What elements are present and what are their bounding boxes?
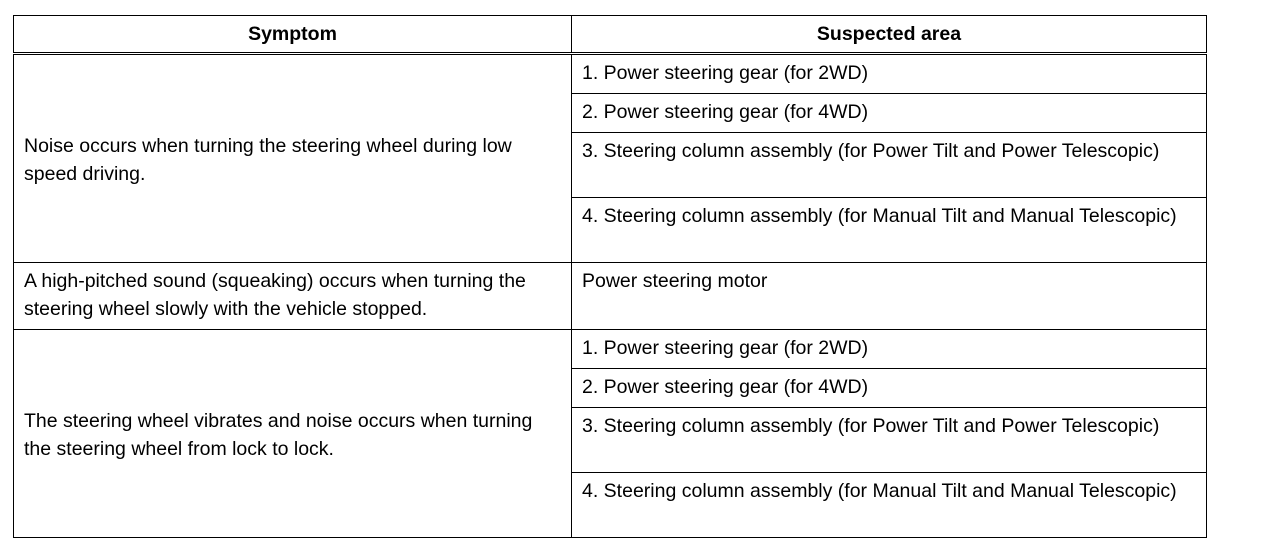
- table-header-row: [14, 16, 1207, 54]
- suspected-area-cell: 3. Steering column assembly (for Power Tilt and Power Telescopic): [572, 133, 1207, 198]
- problem-symptoms-table: [13, 15, 1207, 538]
- table-row: [14, 263, 1207, 330]
- suspected-area-cell: 3. Steering column assembly (for Power Tilt and Power Telescopic): [572, 408, 1207, 473]
- symptom-column-header: Symptom: [14, 16, 572, 54]
- symptom-cell: The steering wheel vibrates and noise occurs when turning the steering wheel from lock to lock.: [14, 330, 572, 538]
- suspected-area-cell: 2. Power steering gear (for 4WD): [572, 369, 1207, 408]
- table-row: [14, 330, 1207, 369]
- symptom-cell: A high-pitched sound (squeaking) occurs when turning the steering wheel slowly with the vehicle stopped.: [14, 263, 572, 330]
- suspected-area-cell: Power steering motor: [572, 263, 1207, 330]
- suspected-area-cell: 4. Steering column assembly (for Manual Tilt and Manual Telescopic): [572, 473, 1207, 538]
- symptom-cell: Noise occurs when turning the steering wheel during low speed driving.: [14, 54, 572, 263]
- suspected-area-cell: 1. Power steering gear (for 2WD): [572, 54, 1207, 94]
- suspected-area-cell: 1. Power steering gear (for 2WD): [572, 330, 1207, 369]
- suspected-area-column-header: Suspected area: [572, 16, 1207, 54]
- table-row: [14, 54, 1207, 94]
- suspected-area-cell: 4. Steering column assembly (for Manual Tilt and Manual Telescopic): [572, 198, 1207, 263]
- suspected-area-cell: 2. Power steering gear (for 4WD): [572, 94, 1207, 133]
